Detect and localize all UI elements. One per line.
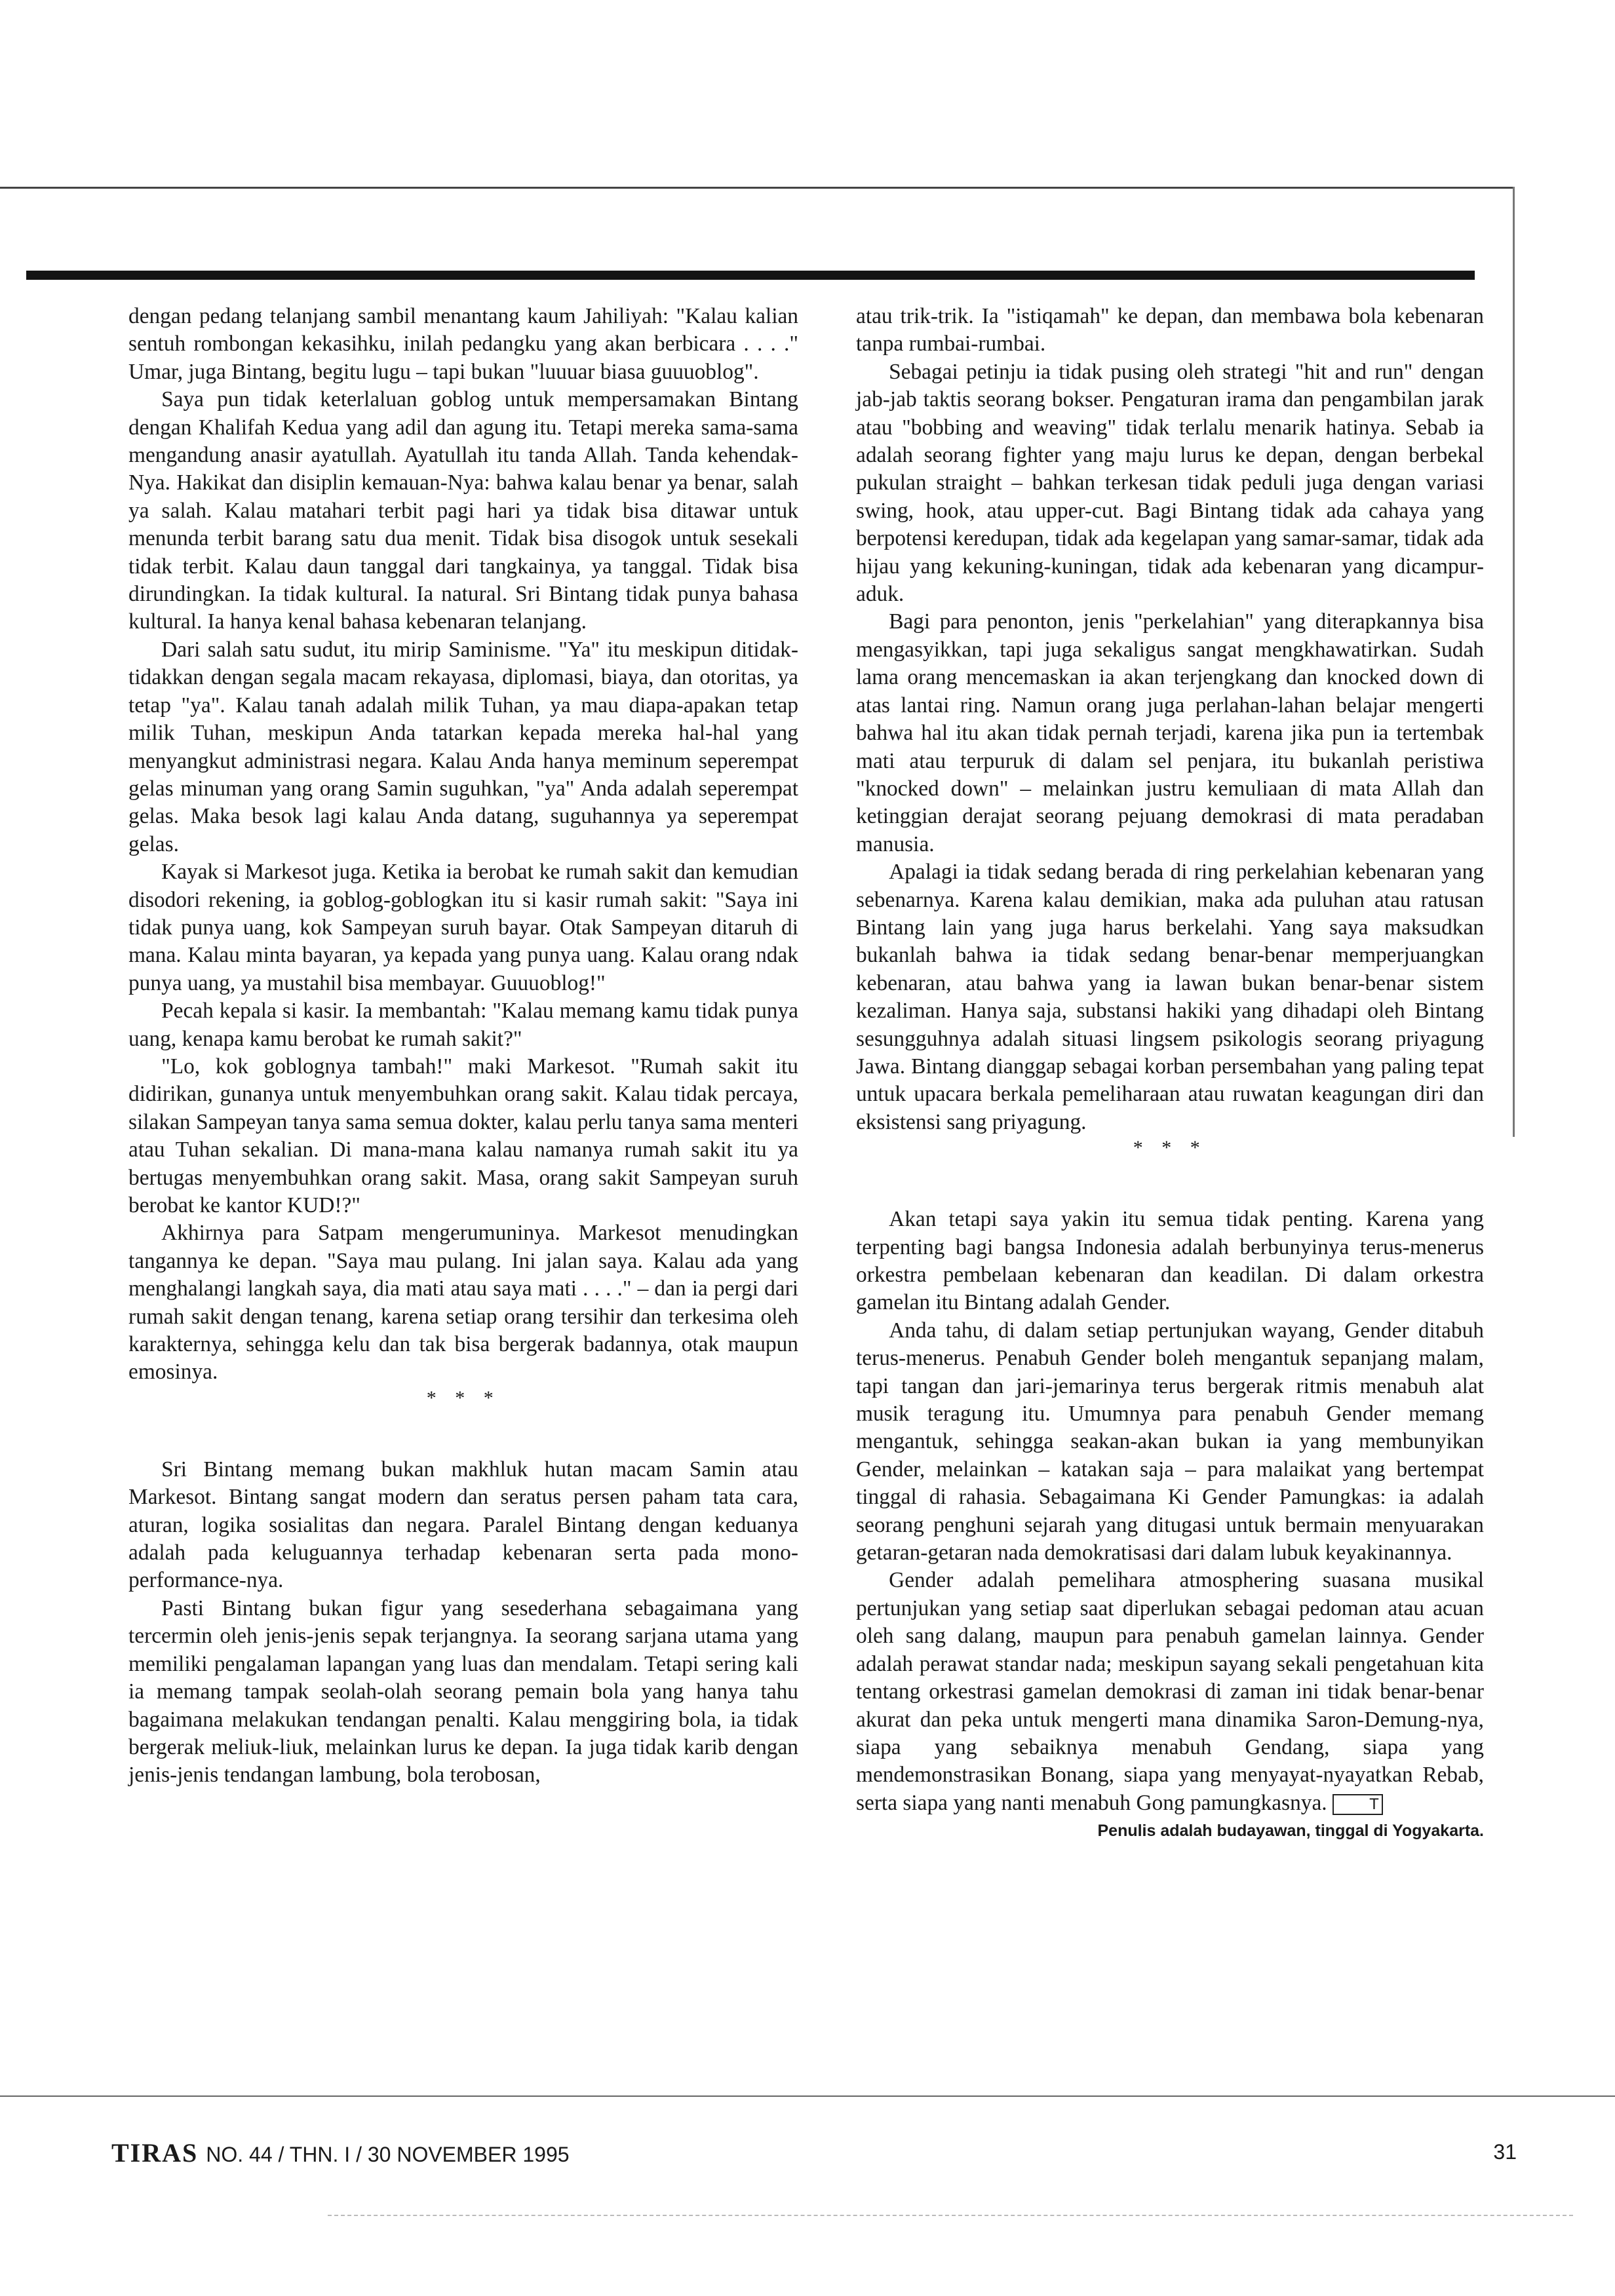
- page-edge-rule: [1513, 187, 1515, 1137]
- left-column: [128, 303, 798, 1789]
- end-of-article-mark: T: [1333, 1794, 1383, 1815]
- paragraph: Dari salah satu sudut, itu mirip Saminisme. "Ya" itu meskipun ditidak-tidakkan dengan segala macam rekayasa, diplomasi, biaya, dan otoritas, ya tetap "ya". Kalau tanah adalah milik Tuhan, ya mau diapa-apakan tetap milik Tuhan, meskipun Anda tatarkan kepada mereka hal-hal yang menyangkut administrasi negara. Kalau Anda hanya meminum seperempat gelas minuman yang orang Samin suguhkan, "ya" Anda adalah seperempat gelas. Maka besok lagi kalau Anda datang, suguhannya ya seperempat gelas.: [128, 637, 798, 856]
- paragraph: Kayak si Markesot juga. Ketika ia berobat ke rumah sakit dan kemudian disodori rekening, ia goblog-goblogkan itu si kasir rumah sakit: "Saya ini tidak punya uang, kok Sampeyan suruh bayar. Otak Sampeyan ditaruh di mana. Kalau minta bayaran, ya kepada yang punya uang. Kalau orang ndak punya uang, ya mustahil bisa membayar. Guuuoblog!": [128, 860, 798, 995]
- page-footer: [111, 2137, 1517, 2170]
- paragraph: Saya pun tidak keterlaluan goblog untuk mempersamakan Bintang dengan Khalifah Kedua yang adil dan agung itu. Tetapi mereka sama-sama mengandung anasir ayatullah. Ayatullah itu tanda Allah. Tanda kehendak-Nya. Hakikat dan disiplin kemauan-Nya: bahwa kalau benar ya benar, salah ya salah. Kalau matahari terbit pagi hari ya tidak bisa ditawar untuk menunda terbit barang satu dua menit. Tidak bisa disogok untuk sesekali tidak terbit. Kalau daun tanggal dari tangkainya, ya tanggal. Tidak bisa dirundingkan. Ia tidak kultural. Ia natural. Sri Bintang tidak punya bahasa kultural. Ia hanya kenal bahasa kebenaran telanjang.: [128, 387, 798, 634]
- paragraph-last: [856, 1567, 1484, 1817]
- right-column: [856, 303, 1484, 1845]
- paragraph: Sebagai petinju ia tidak pusing oleh strategi "hit and run" dengan jab-jab taktis seorang bokser. Pengaturan irama dan pengambilan jarak atau "bobbing and weaving" tidak terlalu menarik hatinya. Sebab ia adalah seorang fighter yang maju lurus ke depan, dengan berbekal pukulan straight – bahkan terkesan tidak peduli juga dengan variasi swing, hook, atau upper-cut. Bagi Bintang tidak ada cahaya yang berpotensi keredupan, tidak ada kegelapan yang samar-samar, tidak ada hijau yang kekuning-kuningan, tidak ada kebenaran yang dicampur-aduk.: [856, 359, 1484, 607]
- author-credit: Penulis adalah budayawan, tinggal di Yogyakarta.: [1097, 1822, 1484, 1841]
- paragraph: "Lo, kok goblognya tambah!" maki Markesot. "Rumah sakit itu didirikan, gunanya untuk menyembuhkan orang sakit. Kalau tidak percaya, silakan Sampeyan tanya sama semua dokter, kalau perlu tanya sama menteri atau Tuhan sekalian. Di mana-mana kalau namanya rumah sakit itu ya bertugas menyembuhkan orang sakit. Masa, orang sakit Sampeyan suruh berobat ke kantor KUD!?": [128, 1054, 798, 1217]
- page-number: 31: [1493, 2140, 1517, 2164]
- paragraph: Pasti Bintang bukan figur yang sesederhana sebagaimana yang tercermin oleh jenis-jenis sepak terjangnya. Ia seorang sarjana utama yang memiliki pengalaman lapangan yang luas dan mendalam. Tetapi sering kali ia memang tampak seolah-olah seorang pemain bola yang hanya tahu bagaimana melakukan tendangan penalti. Kalau menggiring bola, ia tidak bergerak meliuk-liuk, melainkan lurus ke depan. Ia juga tidak karib dengan jenis-jenis tendangan lambung, bola terobosan,: [128, 1596, 798, 1788]
- paragraph: Akan tetapi saya yakin itu semua tidak penting. Karena yang terpenting bagi bangsa Indonesia adalah berbunyinya terus-menerus orkestra pembelaan kebenaran dan keadilan. Di dalam orkestra gamelan itu Bintang adalah Gender.: [856, 1207, 1484, 1315]
- paragraph: Apalagi ia tidak sedang berada di ring perkelahian kebenaran yang sebenarnya. Karena kalau demikian, maka ada puluhan atau ratusan Bintang lain yang juga harus berkelahi. Yang saya maksudkan bukanlah bahwa ia tidak sedang benar-benar memperjuangkan kebenaran, atau bahwa yang ia lawan bukan benar-benar sistem kezaliman. Hanya saja, substansi hakiki yang dihadapi oleh Bintang sesungguhnya adalah situasi lingsem psikologis seorang priyagung Jawa. Bintang dianggap sebagai korban persembahan yang paling tepat untuk upacara berkala pemeliharaan atau ruwatan keagungan diri dan eksistensi sang priyagung.: [856, 860, 1484, 1134]
- spacer: [856, 1160, 1484, 1206]
- paragraph: Pecah kepala si kasir. Ia membantah: "Kalau memang kamu tidak punya uang, kenapa kamu berobat ke rumah sakit?": [128, 999, 798, 1051]
- paragraph: atau trik-trik. Ia "istiqamah" ke depan, dan membawa bola kebenaran tanpa rumbai-rumbai.: [856, 304, 1484, 356]
- paragraph: Sri Bintang memang bukan makhluk hutan macam Samin atau Markesot. Bintang sangat modern dan seratus persen paham tata cara, aturan, logika sosialitas dan negara. Paralel Bintang dengan keduanya adalah pada keluguannya terhadap kebenaran serta pada mono-performance-nya.: [128, 1457, 798, 1593]
- paragraph: dengan pedang telanjang sambil menantang kaum Jahiliyah: "Kalau kalian sentuh rombongan kekasihku, inilah pedangku yang akan berbicara . . . ." Umar, juga Bintang, begitu lugu – tapi bukan "luuuar biasa guuuoblog".: [128, 304, 798, 384]
- section-break: * * *: [1133, 1137, 1207, 1159]
- top-rule: [0, 187, 1514, 189]
- paragraph: Bagi para penonton, jenis "perkelahian" yang diterapkannya bisa mengasyikkan, tapi juga sekaligus sangat mengkhawatirkan. Sudah lama orang mencemaskan ia akan terjengkang dan knocked down di atas lantai ring. Namun orang juga perlahan-lahan belajar mengerti bahwa hal itu akan tidak pernah terjadi, karena jika pun ia tertembak mati atau terpuruk di dalam sel penjara, itu bukanlah peristiwa "knocked down" – melainkan justru kemuliaan di mata Allah dan ketinggian derajat seorang pejuang demokrasi di mata peradaban manusia.: [856, 609, 1484, 856]
- bottom-dashed-rule: [328, 2215, 1573, 2216]
- magazine-name: TIRAS: [111, 2138, 199, 2168]
- paragraph: Akhirnya para Satpam mengerumuninya. Markesot menudingkan tangannya ke depan. "Saya mau pulang. Ini jalan saya. Kalau ada yang menghalangi langkah saya, dia mati atau saya mati . . . ." – dan ia pergi dari rumah sakit dengan tenang, karena setiap orang tersihir dan terkesima oleh karakternya, sehingga kelu dan tak bisa bergerak badannya, otak maupun emosinya.: [128, 1221, 798, 1385]
- header-bar: [26, 271, 1475, 280]
- paragraph: Anda tahu, di dalam setiap pertunjukan wayang, Gender ditabuh terus-menerus. Penabuh Gender boleh mengantuk sepanjang malam, tapi tangan dan jari-jemarinya terus bergerak ritmis menabuh alat musik teragung itu. Umumnya para penabuh Gender memang mengantuk, sehingga seakan-akan bukan ia yang membunyikan Gender, melainkan – katakan saja – para malaikat yang bertempat tinggal di rahasia. Sebagaimana Ki Gender Pamungkas: ia adalah seorang penghuni sejarah yang ditugasi untuk bermain menyuarakan getaran-getaran nada demokratisasi dari dalam lubuk keyakinannya.: [856, 1318, 1484, 1565]
- section-break: * * *: [426, 1387, 501, 1409]
- footer-rule: [0, 2095, 1615, 2097]
- spacer: [128, 1410, 798, 1456]
- paragraph-last-text: Gender adalah pemelihara atmosphering suasana musikal pertunjukan yang setiap saat diperlukan sebagai pedoman atau acuan oleh sang dalang, maupun para penabuh gamelan lainnya. Gender adalah perawat standar nada; meskipun sayang sekali pengetahuan kita tentang orkestrasi gamelan demokrasi di zaman ini tidak benar-benar akurat dan peka untuk mengerti mana dinamika Saron-Demung-nya, siapa yang sebaiknya menabuh Gendang, siapa yang mendemonstrasikan Bonang, siapa yang menyayat-nyayatkan Rebab, serta siapa yang nanti menabuh Gong pamungkasnya.: [856, 1568, 1484, 1815]
- issue-info: NO. 44 / THN. I / 30 NOVEMBER 1995: [206, 2143, 570, 2166]
